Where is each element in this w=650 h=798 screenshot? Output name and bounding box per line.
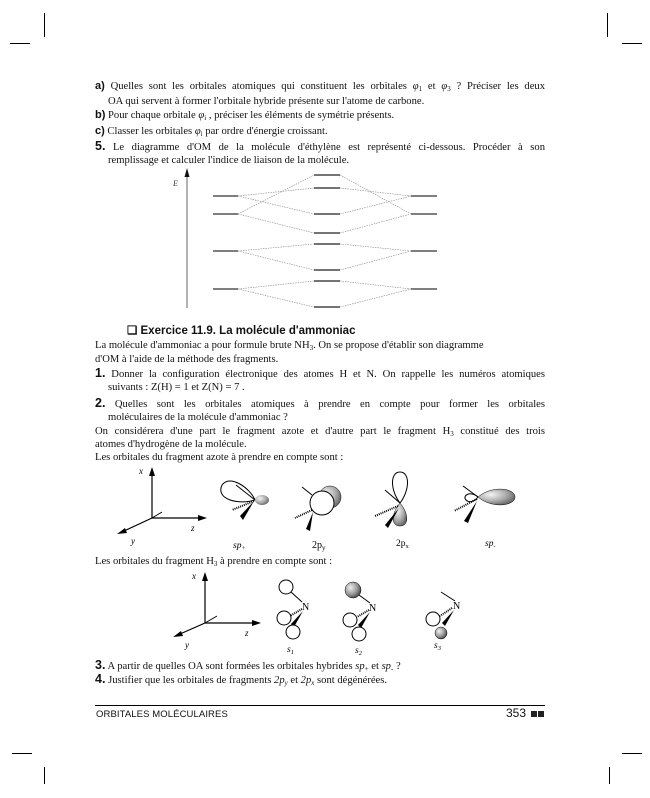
label-sp-minus: $sp_-$: [485, 539, 496, 550]
exercise-title: ❑ Exercice 11.9. La molécule d'ammoniac: [127, 325, 356, 337]
page-marker-icon: [530, 706, 544, 720]
label-2py: $2p_y$: [312, 540, 326, 552]
question-5-line1: 5. Le diagramme d'OM de la molécule d'éthylène est représenté ci-dessous. Procéder à son: [95, 139, 545, 153]
crop-mark: [12, 753, 32, 754]
footer-divider: [95, 705, 545, 706]
question-1-line2: suivants : Z(H) = 1 et Z(N) = 7 .: [108, 382, 245, 393]
svg-text:y: y: [185, 640, 189, 650]
paragraph-fragments-line2: atomes d'hydrogène de la molécule.: [95, 439, 247, 450]
paragraph-fragments-line1: On considérera d'une part le fragment azote et d'autre part le fragment $H_3$ constitué des trois: [95, 426, 545, 438]
svg-text:x: x: [139, 466, 143, 476]
svg-text:z: z: [191, 523, 195, 533]
question-2-line2: moléculaires de la molécule d'ammoniac ?: [108, 412, 288, 423]
h3-fragment-orbitals-figure: [0, 566, 650, 658]
intro-line1: La molécule d'ammoniac a pour formule brute $NH_3$. On se propose d'établir son diagramme: [95, 340, 484, 352]
paragraph-n-fragment: Les orbitales du fragment azote à prendre en compte sont :: [95, 452, 344, 463]
item-a-line2: OA qui servent à former l'orbitale hybride présente sur l'atome de carbone.: [108, 96, 425, 107]
ethylene-mo-diagram: [0, 0, 650, 320]
footer-page: [506, 706, 544, 720]
footer-chapter-title: ORBITALES MOLÉCULAIRES: [96, 709, 228, 720]
axes-icon: [173, 571, 261, 650]
svg-text:N: N: [369, 603, 377, 614]
label-s1: $s_1$: [287, 645, 294, 656]
paragraph-h3-fragment: Les orbitales du fragment $H_3$ à prendre en compte sont :: [95, 556, 333, 568]
crop-mark: [44, 767, 45, 784]
label-s3: $s_3$: [434, 641, 441, 652]
question-2-line1: 2. Quelles sont les orbitales atomiques à prendre en compte pour former les orbitales: [95, 396, 545, 410]
crop-mark: [609, 767, 610, 784]
label-s2: $s_2$: [355, 646, 362, 657]
molecular-levels: [314, 175, 340, 307]
s3-orbital-icon: [426, 592, 460, 639]
svg-text:z: z: [245, 628, 249, 638]
question-5-line2: remplissage et calculer l'indice de liaison de la molécule.: [108, 155, 350, 166]
energy-axis-label: E: [173, 179, 178, 188]
sp-minus-orbital-icon: [454, 486, 515, 523]
question-4: 4. Justifier que les orbitales de fragments $2p_y$ et $2p_x$ sont dégénérées.: [95, 672, 388, 687]
item-a-line1: a) Quelles sont les orbitales atomiques qui constituent les orbitales $\varphi_1$ et $\varphi_3$ ? Préciser les deux: [95, 80, 546, 93]
svg-text:y: y: [131, 536, 135, 546]
label-sp-plus: $sp_+$: [233, 541, 246, 552]
arrow-up-icon: [185, 168, 190, 177]
2px-orbital-icon: [375, 472, 408, 528]
svg-text:N: N: [453, 601, 461, 612]
n-fragment-orbitals-figure: [0, 460, 650, 555]
svg-text:N: N: [302, 602, 310, 613]
item-b: b) Pour chaque orbitale $\varphi_i$ , préciser les éléments de symétrie présents.: [95, 109, 395, 122]
svg-text:x: x: [192, 571, 196, 581]
checkbox-icon: ❑: [127, 325, 138, 337]
intro-line2: d'OM à l'aide de la méthode des fragments.: [95, 354, 279, 365]
question-1-line1: 1. Donner la configuration électronique des atomes H et N. On rappelle les numéros atomiques: [95, 366, 545, 380]
correlation-lines: [238, 175, 411, 307]
sp-plus-orbital-icon: [221, 481, 269, 520]
right-fragment-levels: [411, 196, 437, 289]
item-c: c) Classer les orbitales $\varphi_i$ par ordre d'énergie croissant.: [95, 125, 328, 138]
axes-icon: [117, 466, 207, 546]
s1-orbital-icon: [277, 580, 309, 639]
label-2px: $2p_x$: [396, 539, 409, 550]
page-number: 353: [505, 706, 526, 720]
left-fragment-levels: [213, 196, 238, 289]
s2-orbital-icon: [343, 582, 376, 641]
crop-mark: [622, 753, 642, 754]
question-3: 3. A partir de quelles OA sont formées les orbitales hybrides $sp_+$ et $sp_-$ ?: [95, 658, 401, 673]
2py-orbital-icon: [295, 486, 341, 531]
